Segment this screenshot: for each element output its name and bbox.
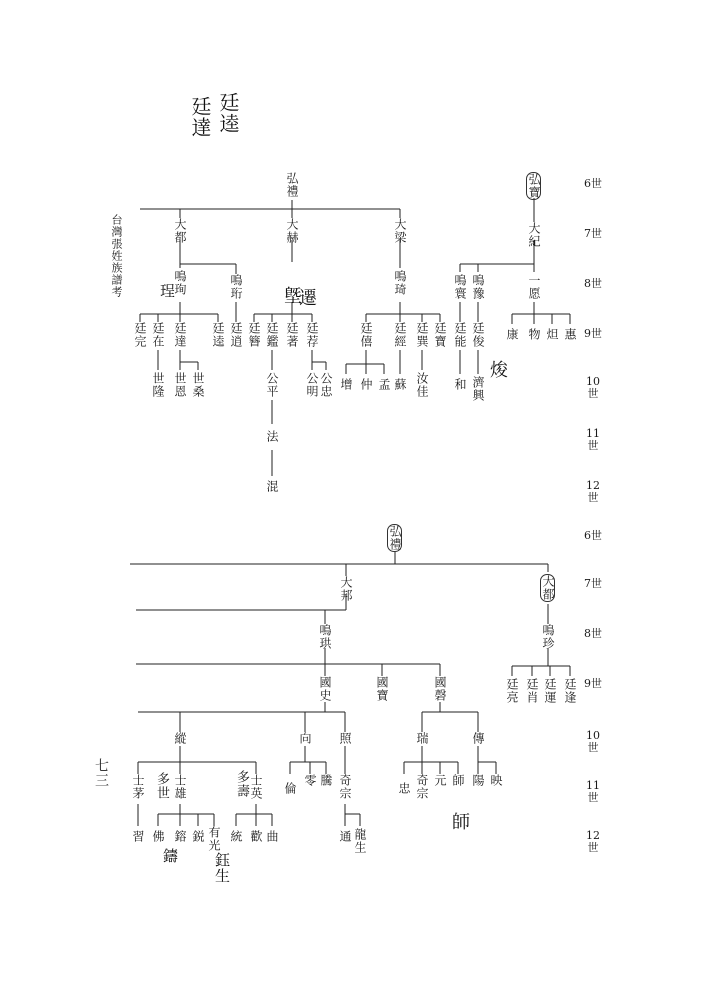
t1-g9-3: 廷逵 <box>211 322 225 348</box>
hand-mark-7: 焌 <box>490 360 508 381</box>
t3-g12-8: 通 <box>338 830 352 843</box>
t1-g9-5: 廷簪 <box>247 322 261 348</box>
t3-g10-2: 照 <box>338 732 352 745</box>
t3-g7-0: 大邦 <box>339 576 353 602</box>
gen-label-9: 9世 <box>584 327 602 340</box>
t3-g11-12: 映 <box>489 774 503 787</box>
t3-g11-10: 師 <box>451 774 465 787</box>
t1-root: 弘禮 <box>285 172 299 198</box>
t2-g10-1: 濟興 <box>471 376 485 402</box>
t2-g9-5: 惠 <box>563 328 577 341</box>
t3-g9-3: 廷亮 <box>505 678 519 704</box>
t3-g8-1: 鳴珍 <box>541 624 555 650</box>
gen-label-6b: 6世 <box>584 529 602 542</box>
t1-g7-0: 大都 <box>173 218 187 244</box>
t3-g10-1: 向 <box>298 732 312 745</box>
gen-label-12b: 12世 <box>586 829 600 854</box>
gen-label-8: 8世 <box>584 277 602 290</box>
t1-g9-0: 廷完 <box>133 322 147 348</box>
t2-g7-0: 大紀 <box>527 222 541 248</box>
t1-g10-3: 公平 <box>265 372 279 398</box>
t3-g8-0: 鳴珙 <box>318 624 332 650</box>
hand-mark-5: 多世 <box>154 772 169 800</box>
t3-g11-7: 忠 <box>397 782 411 795</box>
hand-mark-1: 遷 <box>299 288 317 309</box>
t3-g12-6: 歡 <box>249 830 263 843</box>
t1-g10-8: 孟 <box>377 378 391 391</box>
t1-g9-11: 廷巽 <box>415 322 429 348</box>
gen-label-10: 10世 <box>586 375 600 400</box>
t2-g9-4: 炟 <box>545 328 559 341</box>
t1-g7-2: 大梁 <box>393 218 407 244</box>
t1-g12-0: 混 <box>265 480 279 493</box>
t1-g9-6: 廷鑑 <box>265 322 279 348</box>
t1-g9-1: 廷在 <box>151 322 165 348</box>
hand-mark-8: 師 <box>452 812 470 833</box>
t1-g8-1: 鳴珩 <box>229 274 243 300</box>
t3-g11-5: 騰 <box>319 774 333 787</box>
t3-g12-1: 佛 <box>151 830 165 843</box>
gen-label-7b: 7世 <box>584 577 602 590</box>
t3-g11-8: 奇宗 <box>415 774 429 800</box>
t3-g9-6: 廷逢 <box>563 678 577 704</box>
t1-g9-4: 廷逍 <box>229 322 243 348</box>
t1-g9-10: 廷經 <box>393 322 407 348</box>
book-title: 台灣張姓族譜考 <box>110 214 123 298</box>
t1-g9-2: 廷達 <box>173 322 187 348</box>
gen-label-9b: 9世 <box>584 677 602 690</box>
gen-label-7: 7世 <box>584 227 602 240</box>
t1-g10-7: 仲 <box>359 378 373 391</box>
t3-g12-7: 曲 <box>265 830 279 843</box>
t3-g12-2: 鎔 <box>173 830 187 843</box>
t1-g10-0: 世隆 <box>151 372 165 398</box>
t2-g9-2: 康 <box>505 328 519 341</box>
t1-g10-2: 世桑 <box>191 372 205 398</box>
hand-mark-4: 鈺生 <box>213 852 231 884</box>
t3-g12-3: 鋭 <box>191 830 205 843</box>
t1-g9-8: 廷荐 <box>305 322 319 348</box>
t3-g7-1: 大都 <box>541 575 555 601</box>
t3-g10-4: 傳 <box>471 732 485 745</box>
t3-g12-9: 龍生 <box>353 828 367 854</box>
t3-g12-5: 統 <box>229 830 243 843</box>
t1-g10-10: 汝佳 <box>415 372 429 398</box>
t3-g9-2: 國磬 <box>433 676 447 702</box>
t1-g8-0: 鳴珣 <box>173 270 187 296</box>
t3-g10-0: 縱 <box>173 732 187 745</box>
t1-g10-5: 公忠 <box>319 372 333 398</box>
gen-label-11: 11世 <box>586 427 600 452</box>
gen-label-8b: 8世 <box>584 627 602 640</box>
t2-g8-2: 一愿 <box>527 274 541 300</box>
t3-g11-4: 零 <box>303 774 317 787</box>
hand-note-1: 廷逵 <box>216 92 240 134</box>
t3-g11-6: 奇宗 <box>338 774 352 800</box>
t3-g9-1: 國寶 <box>375 676 389 702</box>
t1-g10-4: 公明 <box>305 372 319 398</box>
t3-g12-4: 有光 <box>207 826 221 852</box>
gen-label-6: 6世 <box>584 177 602 190</box>
gen-label-12: 12世 <box>586 479 600 504</box>
page-number: 七三 <box>93 758 109 788</box>
t3-root: 弘禮 <box>388 525 402 551</box>
t1-g11-0: 法 <box>265 430 279 443</box>
t1-g9-7: 廷著 <box>285 322 299 348</box>
t3-g10-3: 瑞 <box>415 732 429 745</box>
t3-g11-11: 陽 <box>471 774 485 787</box>
t2-root: 弘寶 <box>527 173 541 199</box>
t2-g9-0: 廷能 <box>453 322 467 348</box>
t2-g8-1: 鳴豫 <box>471 274 485 300</box>
hand-mark-0: 墍 <box>284 286 302 307</box>
t3-g11-9: 元 <box>433 774 447 787</box>
t3-g11-1: 士雄 <box>173 774 187 800</box>
hand-mark-2: 珵 <box>160 282 176 300</box>
gen-label-11b: 11世 <box>586 779 600 804</box>
t1-g8-2: 鳴琦 <box>393 270 407 296</box>
gen-label-10b: 10世 <box>586 729 600 754</box>
t2-g9-3: 物 <box>527 328 541 341</box>
t3-g11-2: 士英 <box>249 774 263 800</box>
t3-g9-0: 國史 <box>318 676 332 702</box>
hand-note-2: 廷達 <box>188 96 212 138</box>
t3-g9-4: 廷肖 <box>525 678 539 704</box>
t2-g10-0: 和 <box>453 378 467 391</box>
t3-g9-5: 廷運 <box>543 678 557 704</box>
t3-g11-3: 倫 <box>283 782 297 795</box>
t1-g10-9: 蘇 <box>393 378 407 391</box>
t1-g9-12: 廷寶 <box>433 322 447 348</box>
t2-g8-0: 鳴寰 <box>453 274 467 300</box>
t3-g11-0: 士茅 <box>131 774 145 800</box>
t2-g9-1: 廷俊 <box>471 322 485 348</box>
t3-g12-0: 習 <box>131 830 145 843</box>
t1-g10-1: 世恩 <box>173 372 187 398</box>
t1-g7-1: 大赫 <box>285 218 299 244</box>
t1-g10-6: 增 <box>339 378 353 391</box>
t1-g9-9: 廷僖 <box>359 322 373 348</box>
hand-mark-6: 多壽 <box>234 770 249 798</box>
hand-mark-3: 鑄 <box>161 848 179 864</box>
